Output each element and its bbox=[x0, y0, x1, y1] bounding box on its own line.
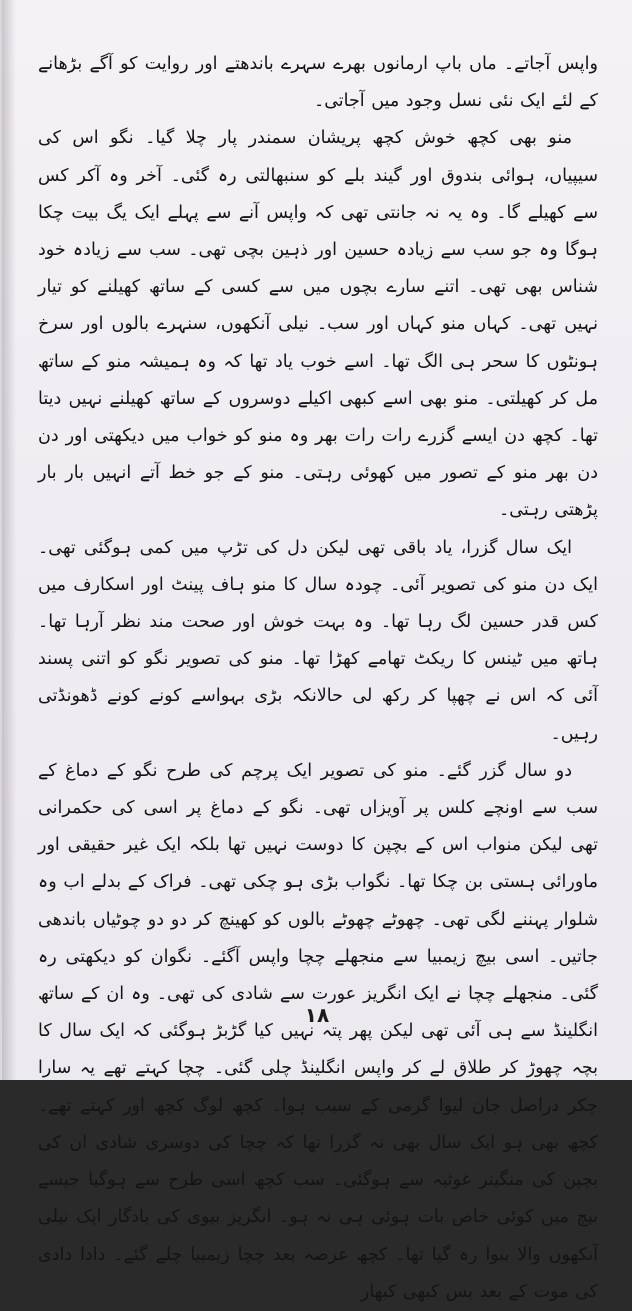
page-gutter-shadow bbox=[2, 0, 16, 1080]
paragraph-3: ایک سال گزرا، یاد باقی تھی لیکن دل کی تڑپ میں کمی ہوگئی تھی۔ ایک دن منو کی تصویر آئی۔ چودہ سال کا منو ہاف پینٹ اور اسکارف میں کس قدر حسین لگ رہا تھا۔ وہ بہت خوش اور صحت مند نظر آرہا تھا۔ ہاتھ میں ٹینس کا ریکٹ تھامے کھڑا تھا۔ منو کی تصویر نگو کو اتنی پسند آئی کہ اس نے چھپا کر رکھ لی حالانکہ بڑی بہواسے کونے کونے ڈھونڈتی رہیں۔ bbox=[38, 537, 598, 744]
paragraph-2: منو بھی کچھ خوش کچھ پریشان سمندر پار چلا گیا۔ نگو اس کی سیپیاں، ہوائی بندوق اور گیند بلے کو سنبھالتی رہ گئی۔ آخر وہ آکر کس سے کھیلے گا۔ وہ یہ نہ جانتی تھی کہ واپس آنے سے پہلے ایک یگ بیت چکا ہوگا وہ جو سب سے زیادہ حسین اور ذہین بچی تھی۔ سب سے زیادہ خود شناس بھی تھی۔ اتنے سارے بچوں میں سے کسی کے ساتھ کھیلنے کو تیار نہیں تھی۔ کہاں منو کہاں اور سب۔ نیلی آنکھوں، سنہرے بالوں اور سرخ ہونٹوں کا سحر ہی الگ تھا۔ اسے خوب یاد تھا کہ وہ ہمیشہ منو کے ساتھ مل کر کھیلتی۔ منو بھی اسے کبھی اکیلے دوسروں کے ساتھ کھیلنے نہیں دیتا تھا۔ کچھ دن ایسے گزرے رات رات بھر وہ منو کو خواب میں دیکھتی اور دن دن بھر منو کے تصور میں کھوئی رہتی۔ منو کے جو خط آتے انہیں بار بار پڑھتی رہتی۔ bbox=[38, 128, 598, 521]
paragraph-1: واپس آجاتے۔ ماں باپ ارمانوں بھرے سہرے باندھتے اور روایت کو آگے بڑھانے کے لئے ایک نئی نسل وجود میں آجاتی۔ bbox=[38, 54, 598, 112]
page-number: ١٨ bbox=[304, 1003, 330, 1027]
page-text bbox=[38, 46, 598, 1311]
paragraph-4: دو سال گزر گئے۔ منو کی تصویر ایک پرچم کی طرح نگو کے دماغ کے سب سے اونچے کلس پر آویزاں تھی۔ نگو کے دماغ پر اسی کی حکمرانی تھی لیکن منواب اس کے بچپن کا دوست نہیں تھا بلکہ ایک غیر حقیقی اور ماورائی ہستی بن چکا تھا۔ نگواب بڑی ہو چکی تھی۔ فراک کے بدلے اب وہ شلوار پہننے لگی تھی۔ چھوٹے چھوٹے بالوں کو کھینچ کر دو دو چوٹیاں باندھی جاتیں۔ اسی بیچ زیمبیا سے منجھلے چچا واپس آگئے۔ نگوان کو دیکھتی رہ گئی۔ منجھلے چچا نے ایک انگریز عورت سے شادی کی تھی۔ وہ ان کے ساتھ انگلینڈ سے ہی آئی تھی لیکن پھر پتہ نہیں کیا گڑبڑ ہوگئی کہ ایک سال کا بچہ چھوڑ کر طلاق لے کر واپس انگلینڈ چلی گئی۔ چچا کہتے تھے یہ سارا چکر دراصل جان لیوا گرمی کے سبب ہوا۔ کچھ لوگ کچھ اور کہتے تھے۔ کچھ بھی ہو ایک سال بھی نہ گزرا تھا کہ چچا کی دوسری شادی ان کی بچپن کی منگیتر غوثیہ سے ہوگئی۔ سب کچھ اسی طرح سے ہوگیا جیسے بیچ میں کوئی خاص بات ہوئی ہی نہ ہو۔ انگریز بیوی کی یادگار ایک نیلی آنکھوں والا ببوا رہ گیا تھا۔ کچھ عرصہ بعد چچا زیمبیا چلے گئے۔ دادا دادی کی موت کے بعد بس کبھی کبھار bbox=[38, 760, 598, 1302]
